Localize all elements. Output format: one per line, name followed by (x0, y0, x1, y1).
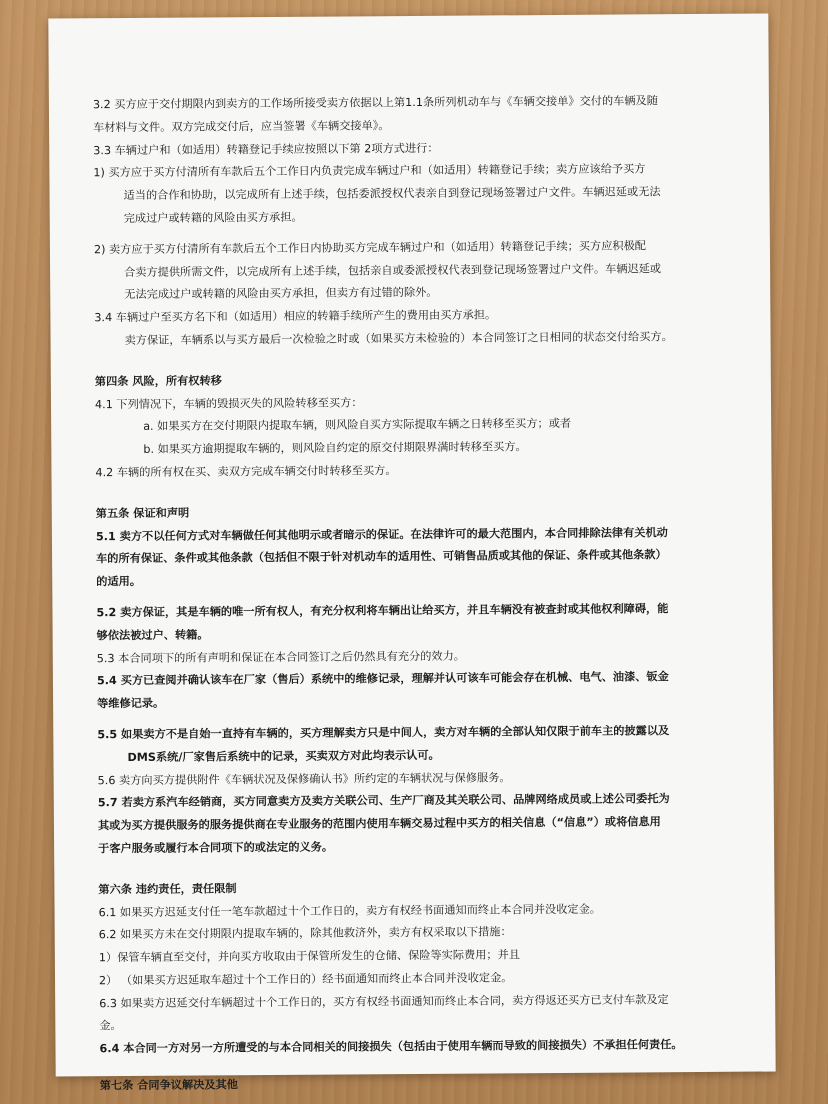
clause-3-2-line-2: 车材料与文件。双方完成交付后，应当签署《车辆交接单》。 (93, 118, 390, 135)
clause-3-3-item-2-line-1: 2) 卖方应于买方付清所有车款后五个工作日内协助买方完成车辆过户和（如适用）转籍登记手续；买方应积极配 (93, 239, 647, 256)
clause-5-4-line-1: 5.4 买方已查阅并确认该车在厂家（售后）系统中的维修记录，理解并认可该车可能会存在机械、电气、油漆、钣金 (96, 670, 669, 688)
clause-5-2-line-1: 5.2 卖方保证，其是车辆的唯一所有权人，有充分权利将车辆出让给买方，并且车辆没有被查封或其他权利障碍，能 (96, 602, 669, 620)
clause-3-3-item-2-line-2: 合卖方提供所需文件，以完成所有上述手续，包括亲自或委派授权代表到登记现场签署过户文件。车辆迟延或 (124, 261, 662, 279)
section-5-heading: 第五条 保证和声明 (95, 506, 190, 520)
clause-6-2: 6.2 如果买方未在交付期限内提取车辆的，除其他救济外，卖方有权采取以下措施： (98, 925, 512, 942)
section-4-heading: 第四条 风险，所有权转移 (94, 374, 222, 388)
clause-5-7-line-3: 于客户服务或履行本合同项下的或法定的义务。 (98, 840, 334, 856)
clause-6-2-item-2: 2） （如果买方迟延取车超过十个工作日的）经书面通知而终止本合同并没收定金。 (98, 971, 513, 988)
clause-5-7-line-1: 5.7 若卖方系汽车经销商，买方同意卖方及卖方关联公司、生产厂商及其关联公司、品牌网络成员或上述公司委托为 (97, 792, 670, 810)
clause-5-1-line-1: 5.1 卖方不以任何方式对车辆做任何其他明示或者暗示的保证。在法律许可的最大范围内，本合同排除法律有关机动 (95, 525, 668, 543)
clause-4-2: 4.2 车辆的所有权在买、卖双方完成车辆交付时转移至买方。 (95, 464, 397, 480)
clause-4-1-b: b. 如果买方逾期提取车辆的，则风险自约定的原交付期限界满时转移至买方。 (143, 440, 527, 457)
clause-5-5-line-1: 5.5 如果卖方不是自始一直持有车辆的，买方理解卖方只是中间人，卖方对车辆的全部认知仅限于前车主的披露以及 (97, 724, 670, 742)
clause-6-4: 6.4 本合同一方对另一方所遭受的与本合同相关的间接损失（包括由于使用车辆而导致的间接损失）不承担任何责任。 (99, 1038, 683, 1056)
clause-6-1: 6.1 如果买方迟延支付任一笔车款超过十个工作日的，卖方有权经书面通知而终止本合同并没收定金。 (98, 902, 602, 919)
clause-5-6: 5.6 卖方向买方提供附件《车辆状况及保修确认书》所约定的车辆状况与保修服务。 (97, 770, 511, 787)
clause-5-3: 5.3 本合同项下的所有声明和保证在本合同签订之后仍然具有充分的效力。 (96, 649, 465, 665)
clause-3-4: 3.4 车辆过户至买方名下和（如适用）相应的转籍手续所产生的费用由买方承担。 (94, 308, 497, 325)
clause-3-3: 3.3 车辆过户和（如适用）转籍登记手续应按照以下第 2项方式进行： (93, 141, 439, 157)
clause-5-2-line-2: 够依法被过户、转籍。 (96, 628, 209, 642)
clause-3-3-item-1-line-1: 1) 买方应于买方付清所有车款后五个工作日内负责完成车辆过户和（如适用）转籍登记手续；卖方应该给予买方 (93, 162, 646, 180)
clause-4-1: 4.1 下列情况下，车辆的毁损灭失的风险转移至买方： (94, 395, 363, 411)
section-7-heading: 第七条 合同争议解决及其他 (99, 1078, 238, 1093)
clause-3-3-item-1-line-3: 完成过户或转籍的风险由买方承担。 (123, 210, 303, 225)
clause-4-1-a: a. 如果买方在交付期限内提取车辆，则风险自买方实际提取车辆之日转移至买方；或者 (143, 417, 572, 434)
clause-5-7-line-2: 其或为买方提供服务的服务提供商在专业服务的范围内使用车辆交易过程中买方的相关信息（“信息”）或将信息用 (97, 815, 661, 833)
clause-6-2-item-1: 1）保管车辆直至交付，并向买方收取由于保管所发生的仓储、保险等实际费用；并且 (98, 948, 520, 965)
contract-page (48, 13, 775, 1093)
clause-3-3-item-2-line-3: 无法完成过户或转籍的风险由买方承担，但卖方有过错的除外。 (124, 286, 438, 302)
clause-5-5-line-2: DMS系统/厂家售后系统中的记录，买卖双方对此均表示认可。 (127, 748, 440, 764)
seller-guarantee: 卖方保证，车辆系以与买方最后一次检验之时或（如果买方未检验的）本合同签订之日相同的状态交付给买方。 (124, 330, 673, 347)
clause-6-3-line-1: 6.3 如果卖方迟延交付车辆超过十个工作日的，买方有权经书面通知而终止本合同，卖方得返还买方已支付车款及定 (99, 992, 669, 1010)
clause-5-4-line-2: 等维修记录。 (97, 696, 165, 711)
clause-5-1-line-3: 的适用。 (96, 575, 142, 589)
contract-text (93, 90, 748, 1098)
section-6-heading: 第六条 违约责任，责任限制 (98, 881, 237, 896)
clause-3-3-item-1-line-2: 适当的合作和协助，以完成所有上述手续，包括委派授权代表亲自到登记现场签署过户文件。车辆迟延或无法 (123, 185, 661, 203)
clause-3-2-line-1: 3.2 买方应于交付期限内到卖方的工作场所接受卖方依据以上第1.1条所列机动车与《车辆交接单》交付的车辆及随 (92, 94, 658, 112)
clause-5-1-line-2: 车的所有保证、条件或其他条款（包括但不限于针对机动车的适用性、可销售品质或其他的保证、条件或其他条款） (96, 548, 667, 566)
clause-6-3-line-2: 金。 (99, 1019, 122, 1033)
